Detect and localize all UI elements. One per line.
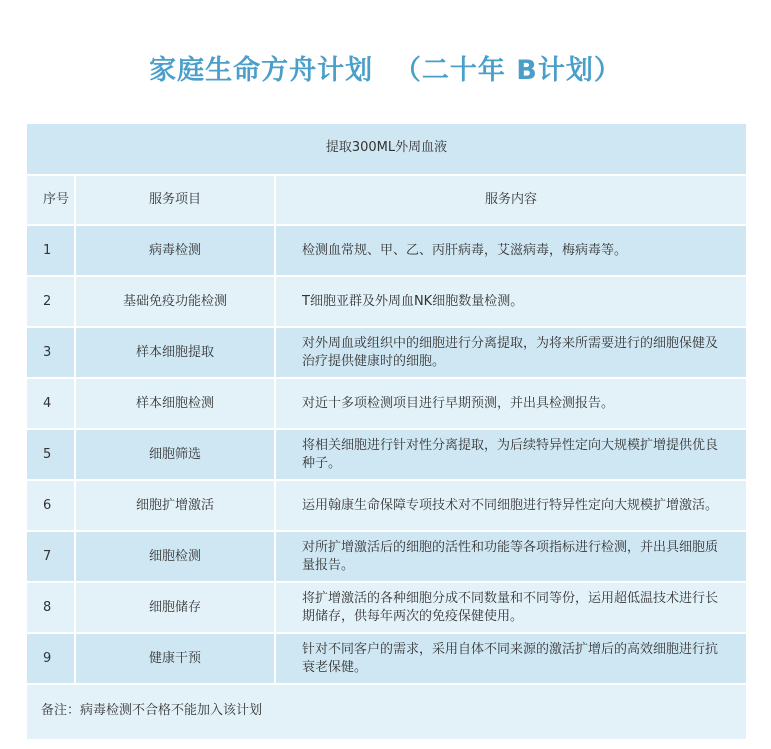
service-content: 对外周血或组织中的细胞进行分离提取，为将来所需要进行的细胞保健及治疗提供健康时的细胞。 — [302, 335, 719, 369]
service-item: 样本细胞检测 — [76, 379, 276, 428]
table-header-row — [27, 124, 746, 176]
column-header-content: 服务内容 — [484, 192, 537, 207]
service-content: 将相关细胞进行针对性分离提取，为后续特异性定向大规模扩增提供优良种子。 — [302, 437, 719, 471]
service-table — [27, 124, 746, 739]
service-item: 样本细胞提取 — [76, 328, 276, 377]
row-number: 2 — [27, 277, 76, 326]
table-row — [27, 481, 746, 532]
service-content: 对近十多项检测项目进行早期预测，并出具检测报告。 — [302, 395, 615, 411]
service-item: 细胞扩增激活 — [76, 481, 276, 530]
table-row — [27, 532, 746, 583]
row-number: 9 — [27, 634, 76, 683]
service-item: 细胞筛选 — [76, 430, 276, 479]
column-header-no: 序号 — [27, 176, 76, 224]
table-header-title: 提取300ML外周血液 — [325, 140, 448, 155]
table-row — [27, 634, 746, 685]
service-content: 运用翰康生命保障专项技术对不同细胞进行特异性定向大规模扩增激活。 — [302, 497, 719, 513]
table-row — [27, 379, 746, 430]
row-number: 5 — [27, 430, 76, 479]
table-row — [27, 430, 746, 481]
page-title: 家庭生命方舟计划 （二十年 B计划） — [149, 55, 622, 86]
service-content: 将扩增激活的各种细胞分成不同数量和不同等份，运用超低温技术进行长期储存，供每年两次的免疫保健使用。 — [302, 590, 719, 624]
row-number: 4 — [27, 379, 76, 428]
row-number: 8 — [27, 583, 76, 632]
service-item: 细胞检测 — [76, 532, 276, 581]
column-header-row — [27, 176, 746, 226]
row-number: 6 — [27, 481, 76, 530]
service-content: T细胞亚群及外周血NK细胞数量检测。 — [302, 293, 524, 309]
table-row — [27, 583, 746, 634]
note-row — [27, 685, 746, 739]
service-content: 针对不同客户的需求，采用自体不同来源的激活扩增后的高效细胞进行抗衰老保健。 — [302, 641, 719, 675]
column-header-item: 服务项目 — [76, 176, 276, 224]
service-content: 对所扩增激活后的细胞的活性和功能等各项指标进行检测，并出具细胞质量报告。 — [302, 539, 719, 573]
table-note: 备注：病毒检测不合格不能加入该计划 — [41, 703, 263, 718]
table-row — [27, 277, 746, 328]
service-item: 健康干预 — [76, 634, 276, 683]
service-item: 病毒检测 — [76, 226, 276, 275]
service-content: 检测血常规、甲、乙、丙肝病毒，艾滋病毒，梅病毒等。 — [302, 242, 628, 258]
row-number: 7 — [27, 532, 76, 581]
row-number: 1 — [27, 226, 76, 275]
table-row — [27, 328, 746, 379]
row-number: 3 — [27, 328, 76, 377]
service-item: 基础免疫功能检测 — [76, 277, 276, 326]
service-item: 细胞储存 — [76, 583, 276, 632]
table-row — [27, 226, 746, 277]
